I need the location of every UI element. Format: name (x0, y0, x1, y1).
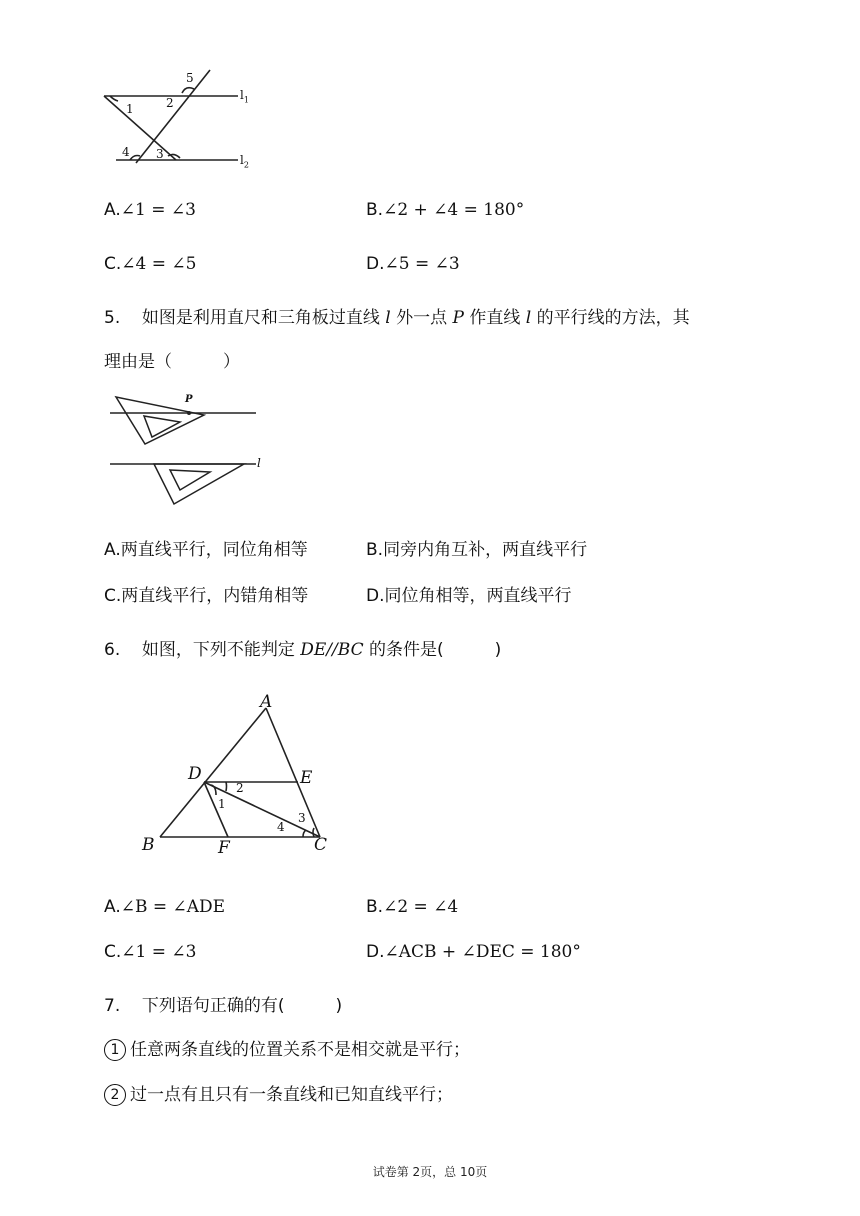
q6-point-f-label: F (218, 838, 230, 858)
q6-option-d[interactable]: D.∠ACB + ∠DEC = 180° (366, 942, 581, 962)
q6-angle-3-label: 3 (298, 811, 306, 825)
circled-number-2-icon: 2 (104, 1084, 126, 1106)
q5-point-p-label: P (185, 394, 193, 405)
q5-option-d[interactable]: D.同位角相等，两直线平行 (366, 586, 572, 606)
q6-point-d-label: D (188, 764, 202, 784)
q4-line-l1-label: $l_1$ (240, 88, 249, 105)
q4-angle-1-label: 1 (126, 102, 134, 116)
page-footer: 试卷第 2页，总 10页 (372, 1165, 488, 1179)
q7-number: 7. (104, 996, 121, 1016)
q5-question-line2: 理由是（ ） (104, 352, 240, 372)
q6-option-c[interactable]: C.∠1 = ∠3 (104, 942, 197, 962)
q4-angle-2-label: 2 (166, 96, 174, 110)
q6-option-a[interactable]: A.∠B = ∠ADE (104, 897, 226, 917)
q6-point-e-label: E (300, 768, 313, 788)
q4-angle-5-label: 5 (186, 71, 194, 85)
q6-point-c-label: C (314, 835, 328, 855)
q4-angle-4-label: 4 (122, 145, 130, 159)
circled-number-1-icon: 1 (104, 1039, 126, 1061)
q4-option-d[interactable]: D.∠5 = ∠3 (366, 254, 460, 274)
q4-line-l2-label: $l_2$ (240, 153, 249, 170)
q4-option-c[interactable]: C.∠4 = ∠5 (104, 254, 197, 274)
q6-question: 6. 如图，下列不能判定 DE//BC 的条件是( ) (104, 640, 502, 660)
q5-question-line1: 5. 如图是利用直尺和三角板过直线 l 外一点 P 作直线 l 的平行线的方法，其 (104, 308, 690, 328)
q6-number: 6. (104, 640, 121, 660)
q6-point-b-label: B (142, 835, 155, 855)
q5-number: 5. (104, 308, 121, 328)
q5-line-l-label: l (257, 456, 261, 470)
q5-option-a[interactable]: A.两直线平行，同位角相等 (104, 540, 308, 560)
q6-angle-1-label: 1 (218, 797, 226, 811)
q6-angle-4-label: 4 (277, 820, 285, 834)
q6-point-a-label: A (260, 692, 273, 712)
q6-angle-2-label: 2 (236, 781, 244, 795)
q5-option-b[interactable]: B.同旁内角互补，两直线平行 (366, 540, 588, 560)
q7-statement-1: 1 任意两条直线的位置关系不是相交就是平行； (104, 1038, 470, 1062)
q5-figure (108, 392, 273, 512)
q7-statement-2: 2 过一点有且只有一条直线和已知直线平行； (104, 1083, 453, 1107)
q7-question: 7. 下列语句正确的有( ) (104, 996, 343, 1016)
q4-angle-3-label: 3 (156, 147, 164, 161)
q4-option-a[interactable]: A.∠1 = ∠3 (104, 200, 196, 220)
q5-option-c[interactable]: C.两直线平行，内错角相等 (104, 586, 309, 606)
q6-option-b[interactable]: B.∠2 = ∠4 (366, 897, 459, 917)
q4-option-b[interactable]: B.∠2 + ∠4 = 180° (366, 200, 525, 220)
